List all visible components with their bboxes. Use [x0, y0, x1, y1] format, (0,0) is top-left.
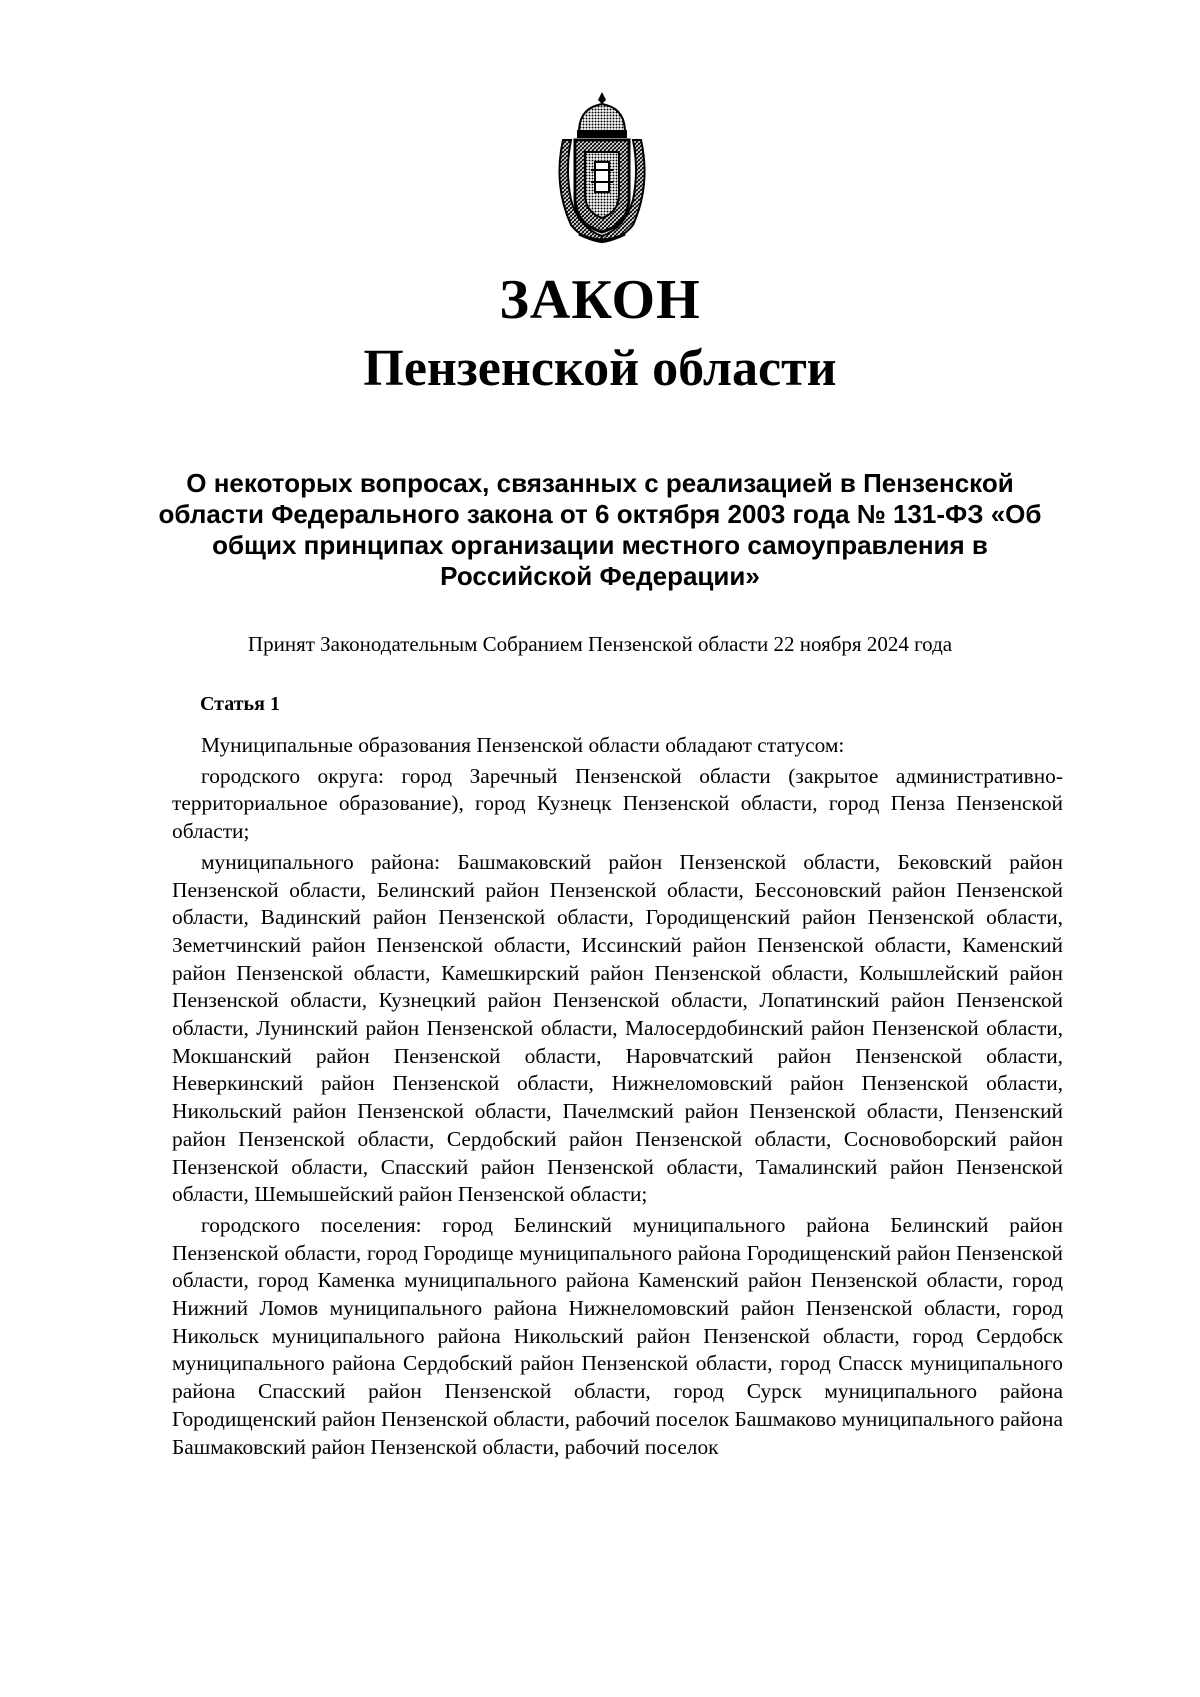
- document-title: ЗАКОН: [499, 269, 701, 331]
- article-body: [172, 732, 1063, 1464]
- paragraph: муниципального района: Башмаковский район Пензенской области, Бековский район Пензенской области, Белинский район Пензенской области, Бессоновский район Пензенской области, Вадинский район Пензенской области, Городищенский район Пензенской области, Земетчинский район Пензенской области, Иссинский район Пензенской области, Каменский район Пензенской области, Камешкирский район Пензенской области, Колышлейский район Пензенской области, Кузнецкий район Пензенской области, Лопатинский район Пензенской области, Лунинский район Пензенской области, Малосердобинский район Пензенской области, Мокшанский район Пензенской области, Наровчатский район Пензенской области, Неверкинский район Пензенской области, Нижнеломовский район Пензенской области, Никольский район Пензенской области, Пачелмский район Пензенской области, Пензенский район Пензенской области, Сердобский район Пензенской области, Сосновоборский район Пензенской области, Спасский район Пензенской области, Тамалинский район Пензенской области, Шемышейский район Пензенской области;: [172, 849, 1063, 1207]
- adoption-note: Принят Законодательным Собранием Пензенской области 22 ноября 2024 года: [247, 632, 953, 656]
- article-heading: Статья 1: [200, 693, 280, 715]
- paragraph: городского поселения: город Белинский муниципального района Белинский район Пензенской области, город Городище муниципального района Городищенский район Пензенской области, город Каменка муниципального района Каменский район Пензенской области, город Нижний Ломов муниципального района Нижнеломовский район Пензенской области, город Никольск муниципального района Никольский район Пензенской области, город Сердобск муниципального района Сердобский район Пензенской области, город Спасск муниципального района Спасский район Пензенской области, город Сурск муниципального района Городищенский район Пензенской области, рабочий поселок Башмаково муниципального района Башмаковский район Пензенской области, рабочий поселок: [172, 1212, 1063, 1459]
- document-subtitle: Пензенской области: [363, 340, 837, 397]
- paragraph: городского округа: город Заречный Пензенской области (закрытое административно-территориальное образование), город Кузнецк Пензенской области, город Пенза Пензенской области;: [172, 763, 1063, 844]
- paragraph: Муниципальные образования Пензенской области обладают статусом:: [201, 733, 845, 757]
- coat-of-arms-emblem: [549, 90, 655, 245]
- law-name: О некоторых вопросах, связанных с реализацией в Пензенской области Федерального закона от 6 октября 2003 года № 131-ФЗ «Об общих принципах организации местного самоуправления в Российской Федерации»: [158, 468, 1042, 591]
